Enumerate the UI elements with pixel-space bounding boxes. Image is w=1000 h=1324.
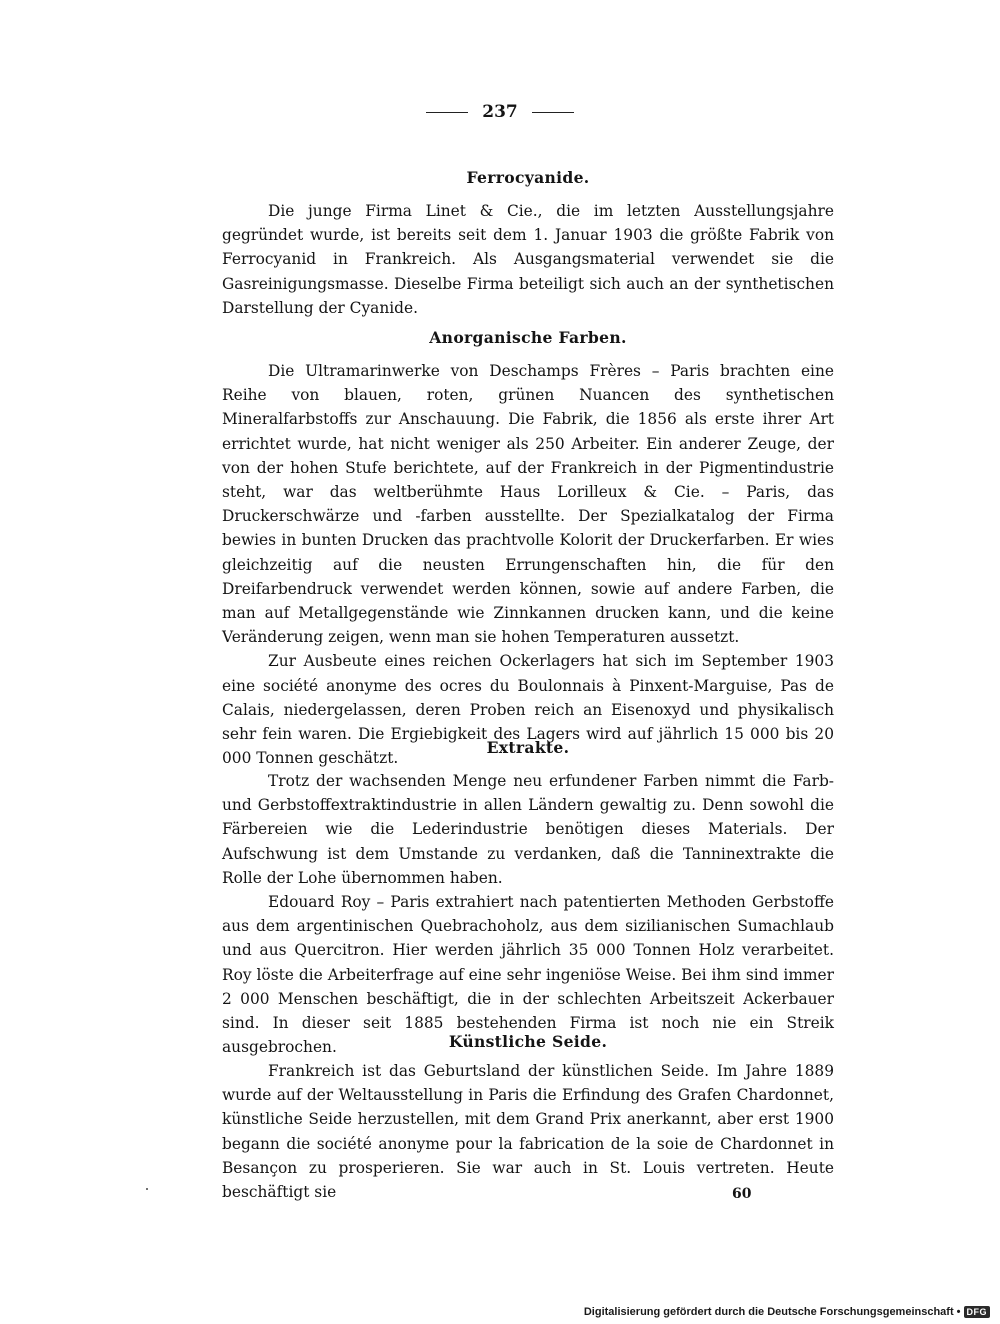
section-heading: Künstliche Seide. <box>448 1032 608 1051</box>
section-kuenstliche-seide <box>222 1032 834 1204</box>
footer-text: Digitalisierung gefördert durch die Deutsche Forschungsgemeinschaft <box>583 1306 954 1318</box>
section-heading: Extrakte. <box>486 738 570 757</box>
header-rule-left <box>426 112 468 113</box>
header-rule-right <box>532 112 574 113</box>
page-number: 237 <box>482 102 518 122</box>
scan-speck <box>146 1188 148 1190</box>
section-extrakte <box>222 738 834 1059</box>
paragraph: Edouard Roy – Paris extrahiert nach patentierten Methoden Gerbstoffe aus dem argentinischen Quebrachoholz, aus dem sizilianischen Sumachlaub und aus Quercitron. Hier werden jährlich 35 000 Tonnen Holz verarbeitet. Roy löste die Arbeiterfrage auf eine sehr ingeniöse Weise. Bei ihm sind immer 2 000 Menschen beschäftigt, die in der schlechten Arbeitszeit Ackerbauer sind. In dieser seit 1885 bestehenden Firma ist noch nie ein Streik ausgebrochen. <box>222 893 834 1057</box>
paragraph: Frankreich ist das Geburtsland der künstlichen Seide. Im Jahre 1889 wurde auf der Weltausstellung in Paris die Erfindung des Grafen Chardonnet, künstliche Seide herzustellen, mit dem Grand Prix anerkannt, aber erst 1900 begann die société anonyme pour la fabrication de la soie de Chardonnet in Besançon zu prosperieren. Sie war auch in St. Louis vertreten. Heute beschäftigt sie <box>222 1062 834 1202</box>
section-ferrocyanide <box>222 168 834 320</box>
paragraph: Zur Ausbeute eines reichen Ockerlagers hat sich im September 1903 eine société anonyme des ocres du Boulonnais à Pinxent-Marguise, Pas de Calais, niedergelassen, deren Proben reich an Eisenoxyd und physikalisch sehr fein waren. Die Ergiebigkeit des Lagers wird auf jährlich 15 000 bis 20 000 Tonnen geschätzt. <box>222 652 834 768</box>
digitization-footer: Digitalisierung gefördert durch die Deutsche Forschungsgemeinschaft • DFG <box>584 1306 990 1318</box>
section-heading: Ferrocyanide. <box>466 168 590 187</box>
paragraph: Die Ultramarinwerke von Deschamps Frères – Paris brachten eine Reihe von blauen, roten, grünen Nuancen des synthetischen Mineralfarbstoffs zur Anschauung. Die Fabrik, die 1856 als erste ihrer Art errichtet wurde, hat nicht weniger als 250 Arbeiter. Ein anderer Zeuge, der von der hohen Stufe berichtete, auf der Frankreich in der Pigmentindustrie steht, war das weltberühmte Haus Lorilleux & Cie. – Paris, das Druckerschwärze und -farben ausstellte. Der Spezialkatalog der Firma bewies in bunten Drucken das prachtvolle Kolorit der Druckerfarben. Er wies gleichzeitig auf die neusten Errungenschaften hin, die für den Dreifarbendruck verwendet werden können, sowie auf andere Farben, die man auf Metallgegenstände wie Zinnkannen drucken kann, und die keine Veränderung zeigen, wenn man sie hohen Temperaturen aussetzt. <box>222 362 834 647</box>
paragraph: Trotz der wachsenden Menge neu erfundener Farben nimmt die Farb- und Gerbstoffextraktindustrie in allen Ländern gewaltig zu. Denn sowohl die Färbereien wie die Lederindustrie benötigen dieses Materials. Der Aufschwung ist dem Umstande zu verdanken, daß die Tanninextrakte die Rolle der Lohe übernommen haben. <box>222 772 834 887</box>
paragraph: Die junge Firma Linet & Cie., die im letzten Ausstellungsjahre gegründet wurde, ist bereits seit dem 1. Januar 1903 die größte Fabrik von Ferrocyanid in Frankreich. Als Ausgangsmaterial verwendet sie die Gasreinigungsmasse. Dieselbe Firma beteiligt sich auch an der synthetischen Darstellung der Cyanide. <box>222 202 834 317</box>
sheet-number: 60 <box>732 1186 752 1202</box>
section-heading: Anorganische Farben. <box>429 328 627 347</box>
dfg-logo: DFG <box>964 1306 991 1318</box>
section-anorganische-farben <box>222 328 834 770</box>
page-header <box>0 102 1000 122</box>
